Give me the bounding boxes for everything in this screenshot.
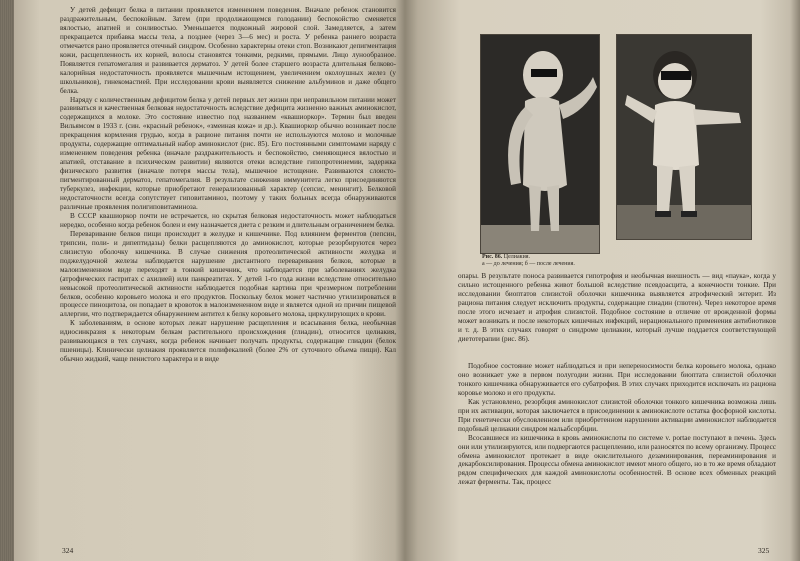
paragraph: Как установлено, резорбция аминокислот слизистой оболочки тонкого кишечника возможна лишь при их активации, которая заключается в присоединении к аминокислоте остатка фосфорной кислоты. При генетически обусловленном или приобретенном нарушении активации аминокислот наблюдается подобный целиакии синдром мальабсорбции. (458, 397, 776, 433)
paragraph: Всосавшиеся из кишечника в кровь аминокислоты по системе v. portae поступают в печень. Здесь они или утилизируются, или подвергаются расщеплению, или разносятся по всему организму. Процесс обмена аминокислот протекает в виде окислительного дезаминирования, переаминирования и декарбоксилирования. Процессы обмена аминокислот имеют много общего, но в то же время обладают рядом специфических для каждой аминокислоты особенностей. В основе всех обменных реакций лежат ферменты. Так, процесс (458, 433, 776, 487)
right-page-text-top (458, 272, 776, 344)
right-page-number: 325 (758, 546, 770, 555)
right-page-text-bottom (458, 362, 776, 487)
left-page-number: 324 (62, 546, 74, 555)
paragraph: Переваривание белков пищи происходит в желудке и кишечнике. Под влиянием ферментов (пепсин, трипсин, поли- и дипептидазы) белки расщепляются до аминокислот, которые резорбируются через слизистую оболочку кишечника. В случае снижения протеолитической активности желудка и поджелудочной железы наблюдается нарушение дистантного переваривания белков, которые в малоизмененном виде переходят в тонкий кишечник, что наблюдается при заболеваниях желудка (атрофических гастритах с ахилией) или панкреатитах. У детей 1-го года жизни вследствие относительно невысокой протеолитической активности наблюдается подобная картина при чрезмерном потреблении белков, особенно коровьего молока и его продуктов. Поскольку белок может частично утилизироваться в процессе пиноцитоза, он попадает в кровоток в малоизмененном виде и является одной из причин пищевой аллергии, что подтверждается обнаружением антител к белку коровьего молока, циркулирующих в крови. (60, 229, 396, 319)
page-stack-edge (0, 0, 14, 561)
child-after-treatment-image (617, 35, 751, 239)
left-page-text (60, 6, 396, 364)
paragraph: опары. В результате поноса развивается гипотрофия и необычная внешность — вид «паука», когда у сильно истощенного ребенка живот большой вследствие псевдоасцита, а конечности тонкие. При исследовании биоптатов слизистой оболочки кишечника выявляется атрофический энтерит. Из рациона питания следует исключить продукты, содержащие глиадин (глютен). Через некоторое время после этого исчезает и атрофия слизистой. Подобное состояние в отличие от врожденной формы может возникать и после некоторых кишечных инфекций, нерационального применения антибиотиков и т. д. В этих случаях говорят о синдроме целиакии, который лучше поддается соответствующей диетотерапии (рис. 86). (458, 272, 776, 343)
paragraph: У детей дефицит белка в питании проявляется изменением поведения. Вначале ребенок становится раздражительным, беспокойным. Затем (при продолжающемся голодании) беспокойство сменяется вялостью, апатией и сонливостью. Уменьшается подкожный жировой слой. Замедляется, а затем прекращается прибавка массы тела, а позднее (через 3—6 мес) и роста. У ребенка раннего возраста отмечается рано проявляется отечный синдром. Особенно характерны отеки стоп. Возникают депигментация кожи, расщепленность их корней, волосы становятся тонкими, редкими, прямыми. Лицо лунообразное. Появляется гепатомегалия и развивается дерматоз. У детей более старшего возраста длительная белково-калорийная недостаточность проявляется мышечным истощением, увеличением околоушных желез (у школьников), гинекомастией. При исследовании крови выявляется снижение альбуминов и даже общего белка. (60, 6, 396, 95)
paragraph: Наряду с количественным дефицитом белка у детей первых лет жизни при неправильном питании может развиваться и качественная белковая недостаточность вследствие дефицита жизненно важных аминокислот, содержащихся в молоке. Это состояние известно под названием «квашиоркор». Термин был введен Вильямсом в 1933 г. (син. «красный ребенок», «змеиная кожа» и др.). Квашиоркор обычно возникает после прекращения кормления грудью, когда в рационе питания почти не используются молоко и молочные продукты, содержащие оптимальный набор аминокислот (рис. 85). Его постоянными симптомами наряду с изменением поведения ребенка (вначале раздражительность и беспокойство, сменяющиеся вялостью и апатией, отставание в психическом развитии) являются отеки вследствие гипопротеинемии, задержка физического развития (вначале потеря массы тела), мышечное истощение. Развиваются слоисто-пигментированный дерматоз, гепатомегалия. В результате снижения иммунитета легко присоединяются туберкулез, инфекции, которые приобретают генерализованный характер (сепсис, менингит). Белковой недостаточности всегда сопутствует гиповитаминоз, поэтому у таких больных всегда обнаруживаются различные проявления полигиповитаминоза. (60, 95, 396, 211)
left-page (14, 0, 406, 561)
right-page (406, 0, 800, 561)
figure-photo-b (616, 34, 752, 240)
figure-subcaption: а — до лечения; б — после лечения. (482, 261, 575, 267)
figure-photo-a (480, 34, 600, 254)
paragraph: Подобное состояние может наблюдаться и при непереносимости белка коровьего молока, однако оно возникает уже в первом полугодии жизни. При исследовании биоптата слизистой оболочки тонкого кишечника обнаруживается его субатрофия. В этих случаях приходится исключать из рациона коровье молоко и его продукты. (458, 362, 776, 397)
figure-label: Рис. 86. (482, 254, 503, 260)
child-before-treatment-image (481, 35, 599, 253)
figure-caption (482, 254, 682, 268)
paragraph: В СССР квашиоркор почти не встречается, но скрытая белковая недостаточность может наблюдаться нередко, особенно когда ребенок болен и ему назначается диета с резким и длительным ограничением белка. (60, 211, 396, 229)
paragraph: К заболеваниям, в основе которых лежат нарушение расщепления и всасывания белка, необычная идиосинкразия к некоторым белкам растительного происхождения (глиадин), относится целиакия, развивающаяся в тех случаях, когда ребенок начинает получать продукты, содержащие глиадин (белок пшеницы). Клинически целиакия проявляется полифекалией (более 2% от суточного объема пищи). Кал обычно жидкий, чаще пенистого характера и в виде (60, 319, 396, 364)
figure-title: Целиакия. (503, 254, 531, 260)
